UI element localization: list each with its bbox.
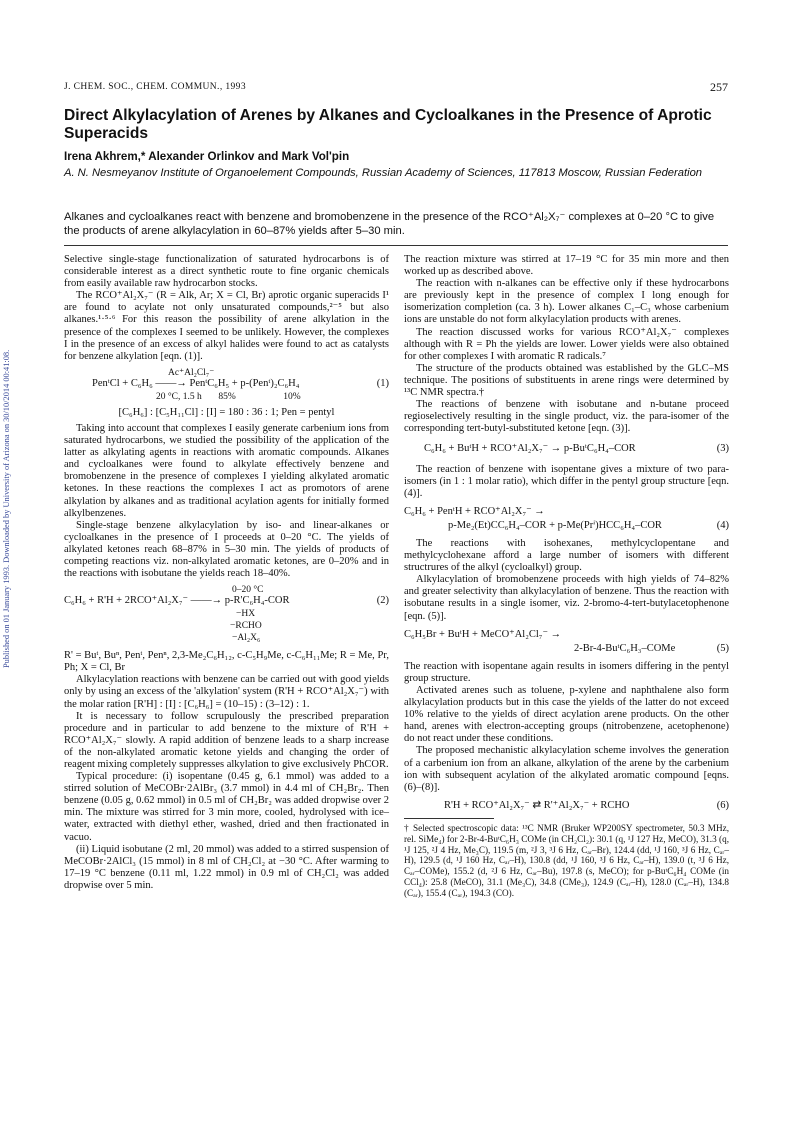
left-column: [64, 254, 389, 892]
paragraph: The reaction with isopentane again results in isomers differing in the pentyl group structure.: [404, 660, 729, 684]
equation-4-line-1: C₆H₆ + PenᵗH + RCO⁺Al₂X₇⁻ →: [404, 505, 545, 517]
paragraph: The reaction of benzene with isopentane gives a mixture of two para-isomers (in 1 : 1 molar ratio), which differ in the pentyl group structure [eqn. (4)].: [404, 463, 729, 499]
affiliation: A. N. Nesmeyanov Institute of Organoelement Compounds, Russian Academy of Sciences, 117813 Moscow, Russian Federation: [64, 167, 703, 179]
paragraph: Activated arenes such as toluene, p-xylene and naphthalene also form alkylacylation products but in this case the yields of the latter do not exceed 10% relative to the yields of direct acylation arene products. On the other hand, arenes with electron-accepting groups (nitrobenzene, acetophenone) do not react under these conditions.: [404, 685, 729, 745]
eq2-byproduct: −RCHO: [230, 621, 262, 632]
publication-stamp-text: Published on 01 January 1993. Downloaded by University of Arizona on 30/10/2014 00:41:08.: [2, 349, 11, 668]
eq5-product: 2-Br-4-BuᵗC₆H₃–COMe: [574, 642, 676, 654]
paragraph: The reactions of benzene with isobutane and n-butane proceed regioselectively resulting in the single product, viz. the para-isomer of the corresponding tert-butyl-substituted ketone [eqn. (3)].: [404, 399, 729, 435]
right-column: [404, 254, 729, 899]
equation-4-line-2: [404, 520, 729, 532]
paragraph: Alkylacylation reactions with benzene can be carried out with good yields only by using an excess of the 'alkylation' system (R'H + RCO⁺Al₂X₇⁻) with the molar ration [R'H] : [I] : [C₆H₆] = (10–15) : (3–12) : 1.: [64, 674, 389, 710]
paragraph: Selective single-stage functionalization of saturated hydrocarbons is of considerable interest as a direct synthetic route to fine organic chemicals from easily available raw hydrocarbon stocks.: [64, 254, 389, 290]
abstract: Alkanes and cycloalkanes react with benzene and bromobenzene in the presence of the RCO⁺Al₂X₇⁻ complexes at 0–20 °C to give the products of arene alkylacylation in 60–87% yields after 5–30 min.: [64, 211, 715, 237]
paragraph: The RCO⁺Al₂X₇⁻ (R = Alk, Ar; X = Cl, Br) aprotic organic superacids I¹ are found to acylate not only unsaturated compounds,²⁻⁵ but also alkanes.¹·⁵·⁶ For this reason the possibility of arene alkylation in the presence of the complexes I seemed to be unlikely. However, the complexes I in the presence of an excess of alkyl halides were found to act as catalysts for benzene alkylation [eqn. (1)].: [64, 290, 389, 362]
ratio-line: [C₆H₆] : [C₅H₁₁Cl] : [I] = 180 : 36 : 1; Pen = pentyl: [118, 406, 335, 418]
eq1-expression: PenᵗCl + C₆H₆ ——→ PenᵗC₆H₅ + p-(Penᵗ)₂C₆H₄: [92, 377, 300, 389]
eq6-number: (6): [716, 799, 729, 811]
equation-3: [404, 443, 729, 455]
paragraph: The proposed mechanistic alkylacylation scheme involves the generation of a carbenium ion from an alkane, alkylation of the arene by the carbenium ion with subsequent acylation of the alkylated aromatic compound [eqns. (6)–(8)].: [404, 745, 729, 793]
eq5-number: (5): [716, 642, 729, 654]
paragraph: Single-stage benzene alkylacylation by iso- and linear-alkanes or cycloalkanes in the presence of I proceeds at 0–20 °C. The yields of alkylated ketones reach 68–87% in 5–30 min. The yields of products of competing reactions viz. non-alkylated aromatic ketones, are 0–20% and in the reactions with isobutane the yields reach 18–40%.: [64, 519, 389, 580]
paragraph: The reaction with n-alkanes can be effective only if these hydrocarbons are previously kept in the presence of complex I long enough for isomerization completion (ca. 3 h). Lower alkanes C₁–C₃ whose carbenium ions are unstable do not form alkylacylation products with arenes.: [404, 278, 729, 326]
paragraph: The reactions with isohexanes, methylcyclopentane and methylcyclohexane afford a large number of isomers with different structrures of the alkyl (cycloalkyl) group.: [404, 537, 729, 574]
eq2-byproduct: −HX: [236, 609, 256, 620]
paragraph: Taking into account that complexes I easily generate carbenium ions from saturated hydrocarbons, we studied the possibility of the application of the latter as alkylating agents in reactions with aromatic compounds. Alkanes and cycloalkanes were found to alkylate effectively benzene and bromobenzene in the presence of complexes I yielding alkylated aromatic ketones. In these reactions the complexes I act as promotors of arene alkylation by alkanes and as traditional acylation agents for initially formed alkylbenzenes.: [64, 422, 389, 519]
paragraph: The reaction discussed works for various RCO⁺Al₂X₇⁻ complexes although with R = Ph the yields are lower. Lower yields were also obtained for other complexes I with aromatic R radicals.⁷: [404, 326, 729, 362]
equation-5-line-1: C₆H₅Br + BuᵗH + MeCO⁺Al₂Cl₇⁻ →: [404, 628, 562, 640]
eq2-byproduct: −Al₂X₆: [232, 633, 261, 644]
equation-6: [404, 800, 729, 812]
eq4-number: (4): [716, 519, 729, 531]
paragraph: The structure of the products obtained was established by the GLC–MS technique. The positions of substituents in arene rings were determined by ¹³C NMR spectra.†: [404, 362, 729, 399]
eq4-products: p-Me₂(Et)CC₆H₄–COR + p-Me(Prⁱ)HCC₆H₄–COR: [448, 519, 662, 531]
article-title: Direct Alkylacylation of Arenes by Alkanes and Cycloalkanes in the Presence of Aprotic Superacids: [64, 107, 712, 142]
equation-1: [64, 367, 389, 403]
paragraph: The reaction mixture was stirred at 17–19 °C for 35 min more and then worked up as described above.: [404, 254, 729, 278]
publication-stamp: [2, 268, 16, 668]
eq1-catalyst: Ac⁺Al₂Cl₇⁻: [168, 367, 215, 378]
eq3-number: (3): [716, 443, 729, 455]
equation-5-line-2: [404, 643, 729, 655]
paragraph: It is necessary to follow scrupulously the prescribed preparation procedure and in particular to add benzene to the mixture of R'H + RCO⁺Al₂X₇⁻ slowly. A rapid addition of benzene leads to a sharp increase of the non-alkylated aromatic ketone yields and changing the order of reagent mixing completely suppresses alkylation to give exclusively PhCOR.: [64, 710, 389, 770]
eq6-expression: R'H + RCO⁺Al₂X₇⁻ ⇄ R'⁺Al₂X₇⁻ + RCHO: [444, 799, 630, 811]
eq2-expression: C₆H₆ + R'H + 2RCO⁺Al₂X₇⁻ ——→ p-R'C₆H₄-COR: [64, 595, 290, 607]
paragraph: Typical procedure: (i) isopentane (0.45 g, 6.1 mmol) was added to a stirred solution of MeCOBr·2AlBr₃ (3.7 mmol) in 4.4 ml of CH₂Br₂. Then benzene (0.05 g, 0.62 mmol) in 0.5 ml of CH₂Br₂ was added dropwise over 2 min. The mixture was stirred for 3 min more, cooled, hydrolysed with ice–water, extracted with diethyl ether, washed, dried and then fractionated in vacuo.: [64, 771, 389, 843]
author-list: Irena Akhrem,* Alexander Orlinkov and Mark Vol'pin: [64, 150, 350, 163]
eq3-expression: C₆H₆ + BuᵗH + RCO⁺Al₂X₇⁻ → p-BuᵗC₆H₄–COR: [424, 443, 636, 455]
footnote: † Selected spectroscopic data: ¹³C NMR (Bruker WP200SY spectrometer, 50.3 MHz, rel. SiMe₄) for 2-Br-4-BuᵗC₆H₃ COMe (in CH₂Cl₂): 30.1 (q, ¹J 127 Hz, MeCO), 31.3 (q, ¹J 125, ²J 4 Hz, Me₃C), 119.5 (m, ²J 3, ³J 6 Hz, Cₐᵣ–Br), 124.4 (dd, ¹J 160, ³J 6 Hz, Cₐᵣ–H), 129.5 (d, ¹J 160 Hz, Cₐᵣ–H), 130.8 (dd, ¹J 160, ³J 6 Hz, Cₐᵣ–H), 139.0 (t, ³J 6 Hz, Cₐᵣ–COMe), 155.2 (d, ²J 6 Hz, Cₐᵣ–Bu), 197.8 (s, MeCO); for p-BuᵗC₆H₄ COMe (in CCl₄): 25.8 (MeCO), 31.1 (Me₃C), 34.8 (CMe₃), 124.9 (Cₐᵣ–H), 128.0 (Cₐᵣ–H), 134.8 (Cₐᵣ), 155.4 (Cₐᵣ), 194.3 (CO).: [404, 822, 729, 898]
eq1-conditions: 20 °C, 1.5 h 85% 10%: [156, 391, 301, 402]
footnote-divider: [404, 818, 494, 819]
running-header: [64, 82, 728, 96]
journal-name: J. CHEM. SOC., CHEM. COMMUN., 1993: [64, 82, 246, 92]
paragraph: (ii) Liquid isobutane (2 ml, 20 mmol) was added to a stirred suspension of MeCOBr·2AlCl₃ (15 mmol) in 8 ml of CH₂Cl₂ at −30 °C. After warming to 17–19 °C benzene (0.11 ml, 1.22 mmol) in 0.9 ml of CH₂Cl₂ was added dropwise over 5 min.: [64, 843, 389, 891]
paragraph: R' = Buᵗ, Buⁿ, Penᵗ, Penⁿ, 2,3-Me₂C₆H₁₂, c-C₅H₉Me, c-C₆H₁₁Me; R = Me, Pr, Ph; X = Cl, Br: [64, 650, 389, 674]
eq2-conditions: 0–20 °C: [232, 585, 264, 596]
eq1-number: (1): [376, 377, 389, 389]
page-number: 257: [710, 80, 728, 94]
paragraph: Alkylacylation of bromobenzene proceeds with high yields of 74–82% and greater selectivity than alkylacylation of benzene. Thus the reaction with isobutane results in a single isomer, viz. 2-bromo-4-tert-butylacetophenone [eqn. (5)].: [404, 574, 729, 622]
equation-2: [64, 584, 389, 646]
header-divider: [64, 245, 728, 246]
eq2-number: (2): [376, 595, 389, 607]
